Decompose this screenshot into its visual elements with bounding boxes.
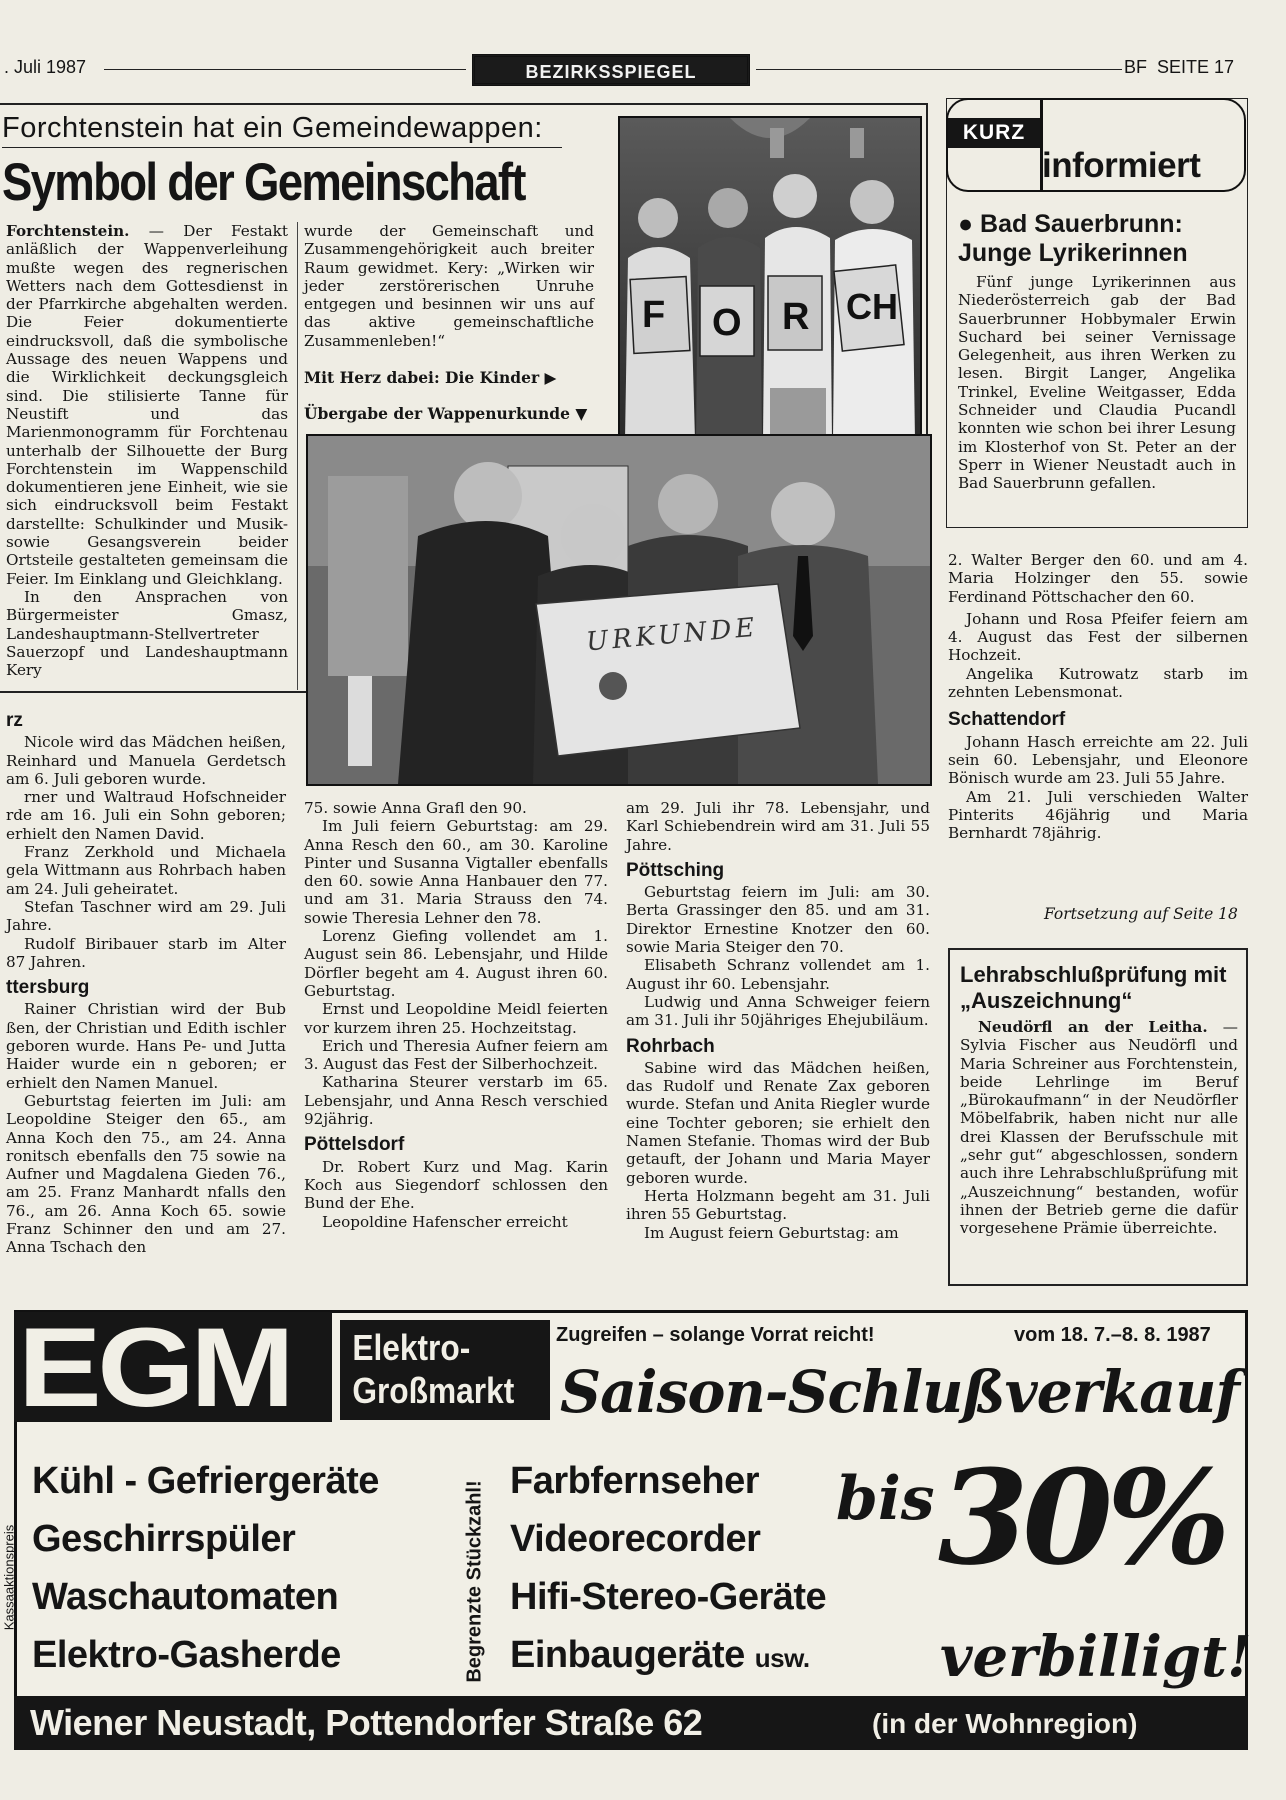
kurz-label: KURZ: [948, 118, 1040, 148]
kid-letter-r: R: [782, 296, 810, 338]
informiert-label: informiert: [1042, 146, 1201, 185]
article-col2: [304, 222, 594, 350]
mid1-p1: 75. sowie Anna Grafl den 90.: [304, 799, 527, 817]
ad-item-hifi: Hifi-Stereo-Geräte: [510, 1576, 827, 1618]
ad-vertical-note: Begrenzte Stückzahl!: [463, 1480, 486, 1683]
ad-item-herde: Elektro-Gasherde: [32, 1634, 341, 1676]
kurz-text: [958, 273, 1236, 493]
right-p1: 2. Walter Berger den 60. und am 4. Maria Holzinger den 55. sowie Ferdinand Pöttschacher den 60.: [948, 551, 1248, 606]
caption-urkunde: Übergabe der Wappenurkunde ▼: [304, 404, 588, 423]
mid1-p5: Erich und Theresia Aufner feiern am 3. August das Fest der Silberhochzeit.: [304, 1036, 608, 1074]
mid-column-1: [304, 799, 608, 1231]
sub-left-1: rz: [6, 710, 23, 731]
article-col1: [6, 222, 288, 679]
photo-urkunde: [306, 434, 932, 786]
col-divider: [297, 222, 298, 690]
ad-item-geschirr: Geschirrspüler: [32, 1518, 296, 1560]
article-col1-p1: Forchtenstein. — Der Festakt anläßlich der Wappenverleihung mußte wegen des regnerischen Wetters nach dem Gottesdienst in der Pfarrkirche abgehalten werden. Die Feier dokumentierte eindrucksvoll, daß die symbolische Aussage des neuen Wappens und die Wirklichkeit deckungsgleich sind. Die stilisierte Tanne für Neustift und das Marienmonogramm für Forchtenau unterhalb der Silhouette der Burg Forchtenstein im Wappenschild dokumentieren jene Einheit, wie sie sich eindrucksvoll beim Festakt darstellte: Schulkinder und Musik- sowie Gesangsverein beider Ortsteile gestalteten gemeinsam die Feier. Im Einklang und Gleichklang.: [6, 222, 288, 588]
ad-usw: usw.: [754, 1643, 810, 1673]
mid2-p3: Elisabeth Schranz vollendet am 1. August ihr 60. Lebensjahr.: [626, 956, 930, 993]
mid2-p4: Ludwig und Anna Schweiger feiern am 31. Juli ihr 50jähriges Ehejubiläum.: [626, 992, 930, 1030]
ad-left-items: [32, 1452, 379, 1684]
left-p7: Geburtstag feierten im Juli: am Leopoldine Steiger den 65., am Anna Koch den 75., am 24. Anna ronitsch ebenfalls den 75 sowie na Aufner und Magdalena Gieden 76., am 25. Franz Manhardt nfalls den 76., am 26. Anna Koch 65. sowie Franz Schinner den und am 27. Anna Tschach den: [6, 1091, 286, 1257]
ad-item-farb: Farbfernseher: [510, 1460, 760, 1502]
header-rule-right: [756, 69, 1122, 70]
egm-logo: [14, 1312, 332, 1422]
left-p3: Franz Zerkhold und Michaela gela Wittmann aus Rohrbach haben am 24. Juli geheiratet.: [6, 843, 286, 898]
photo-urkunde-image: [308, 436, 930, 784]
mid1-p3: Lorenz Giefing vollendet am 1. August sein 86. Lebensjahr, und Hilde Dörfler begeht am 4. August ihren 60. Geburtstag.: [304, 927, 608, 1000]
mid1-p6: Katharina Steurer verstarb im 65. Lebensjahr, und Anna Resch verschied 92jährig.: [304, 1073, 608, 1129]
ad-right-items: [510, 1452, 826, 1687]
left-p6: Rainer Christian wird der Bub ßen, der Christian und Edith ischler geboren wurde. Hans Pe- und Jutta Haider wurde ein n geboren; er erhielt den Namen Manuel.: [6, 1000, 286, 1092]
page-number: BF SEITE 17: [1124, 57, 1235, 77]
header-rule-left: [104, 69, 466, 70]
photo-children: [618, 116, 922, 442]
kid-letter-ch: CH: [846, 286, 898, 327]
kurz-text-p: Fünf junge Lyrikerinnen aus Niederösterreich gab der Bad Sauerbrunner Hobbymaler Erwin Suchard bei seiner Vernissage Gelegenheit, aus ihren Werken zu lesen. Birgit Langer, Angelika Trinkel, Eveline Weitgasser, Edda Schneider und Claudia Pucandl konnten wie schon bei ihrer Lesung im Klosterhof von St. Peter an der Sperr in Wiener Neustadt auch in Bad Sauerbrunn gefallen.: [958, 273, 1236, 493]
elektro-line1: Elektro-: [352, 1327, 471, 1368]
urkunde-document-title: URKUNDE: [585, 612, 760, 658]
header-date: . Juli 1987: [4, 57, 87, 77]
left-p4: Stefan Taschner wird am 29. Juli Jahre.: [6, 897, 286, 935]
right-p4: Johann Hasch erreichte am 22. Juli sein 60. Lebensjahr, und Eleonore Bönisch wurde am 23. Juli 55 Jahre.: [948, 732, 1248, 788]
mid1-p7: Dr. Robert Kurz und Mag. Karin Koch aus Siegendorf schlossen den Bund der Ehe.: [304, 1157, 608, 1213]
mid1-p4: Ernst und Leopoldine Meidl feierten vor kurzem ihren 25. Hochzeitstag.: [304, 1000, 608, 1037]
mid2-p1: am 29. Juli ihr 78. Lebensjahr, und Karl Schiebendrein wird am 31. Juli 55 Jahre.: [626, 799, 930, 854]
right-p3: Angelika Kutrowatz starb im zehnten Lebensmonat.: [948, 664, 1248, 702]
ad-item-video: Videorecorder: [510, 1518, 761, 1560]
ad-dates: vom 18. 7.–8. 8. 1987: [1014, 1324, 1211, 1346]
mid2-p6: Herta Holzmann begeht am 31. Juli ihren 55 Geburtstag.: [626, 1186, 930, 1224]
sub-poettsching: Pöttsching: [626, 859, 725, 881]
lehr-text: [960, 1018, 1238, 1238]
mid1-p2: Im Juli feiern Geburtstag: am 29. Anna Resch den 60., am 30. Karoline Pinter und Susanna Vigtaller ebenfalls den 60. sowie Anna Hanbauer den 77. und am 31. Maria Strauss den 74. sowie Theresia Lehner den 78.: [304, 817, 608, 927]
kurz-headline: ● Bad Sauerbrunn: Junge Lyrikerinnen: [958, 210, 1188, 267]
sub-left-2: ttersburg: [6, 977, 90, 999]
sub-rohrbach: Rohrbach: [626, 1035, 715, 1057]
ad-zugreifen: Zugreifen – solange Vorrat reicht!: [556, 1324, 875, 1346]
left-p2: rner und Waltraud Hofschneider rde am 16. Juli ein Sohn geboren; erhielt den Namen David.: [6, 788, 286, 843]
mid2-p2: Geburtstag feiern im Juli: am 30. Berta Grassinger den 85. und am 31. Direktor Ernestine Knotzer den 60. sowie Maria Steiger den 70.: [626, 883, 930, 957]
mid2-p7: Im August feiern Geburtstag: am: [644, 1223, 899, 1242]
kicker-underline: [2, 147, 562, 148]
ad-address-bar: [14, 1696, 1248, 1750]
ad-item-kuehl: Kühl - Gefriergeräte: [32, 1460, 379, 1502]
kid-letter-f: F: [642, 294, 666, 336]
left-lower-column: [6, 712, 286, 1257]
egm-logo-text: EGM: [18, 1312, 291, 1422]
mid1-p8: Leopoldine Hafenscher erreicht: [322, 1212, 568, 1231]
lehr-text-p: Neudörfl an der Leitha. — Sylvia Fischer aus Neudörfl und Maria Schreiner aus Forchtenstein, beide Lehrlinge im Beruf „Bürokaufmann“ in der Neudörfler Möbelfabrik, haben nicht nur alle drei Klassen der Berufsschule mit „sehr gut“ abgeschlossen, sondern auch ihre Lehrabschlußprüfung mit „Auszeichnung“ bestanden, wofür ihnen der Betrieb gerne die dafür vorgesehene Prämie überreichte.: [960, 1018, 1238, 1238]
col1-bottom-rule: [0, 691, 306, 693]
sub-schattendorf: Schattendorf: [948, 709, 1066, 731]
ad-side-vertical: Kassaaktionspreis: [1, 1524, 17, 1631]
mid-column-2: [626, 799, 930, 1242]
ad-item-wasch: Waschautomaten: [32, 1576, 339, 1618]
ad-address-note: (in der Wohnregion): [872, 1708, 1138, 1739]
elektro-block: [340, 1320, 550, 1420]
fortsetzung-link[interactable]: Fortsetzung auf Seite 18: [1044, 905, 1238, 923]
right-column: [948, 551, 1248, 842]
article-kicker: Forchtenstein hat ein Gemeindewappen:: [2, 112, 543, 144]
elektro-line2: Großmarkt: [352, 1370, 515, 1411]
article-headline: Symbol der Gemeinschaft: [2, 153, 525, 212]
caption-kids: Mit Herz dabei: Die Kinder ▶: [304, 368, 557, 387]
right-p5: Am 21. Juli verschieden Walter Pinterits 46jährig und Maria Bernhardt 78jährig.: [948, 787, 1248, 843]
article-col2-p1: wurde der Gemeinschaft und Zusammengehörigkeit auch breiter Raum gewidmet. Kery: „Wirken wir jeder zerstörerischen Unruhe entgegen und besinnen wir uns auf das aktive gemeinschaftliche Zusammenleben!“: [304, 222, 594, 350]
article-col1-p2: In den Ansprachen von Bürgermeister Gmasz, Landeshauptmann-Stellvertreter Sauerzopf und Landeshauptmann Kery: [6, 587, 288, 680]
right-p2: Johann und Rosa Pfeifer feiern am 4. August das Fest der silbernen Hochzeit.: [948, 609, 1248, 665]
sub-poettelsdorf: Pöttelsdorf: [304, 1134, 405, 1156]
ad-item-einbau: Einbaugeräte usw.: [510, 1634, 810, 1676]
ad-address: Wiener Neustadt, Pottendorfer Straße 62: [30, 1702, 703, 1743]
photo-children-image: [620, 118, 920, 440]
ad-bis: bis: [836, 1464, 935, 1534]
section-label: BEZIRKSSPIEGEL: [472, 54, 750, 86]
lehr-headline: Lehrabschlußprüfung mit „Auszeichnung“: [960, 962, 1227, 1013]
left-p5: Rudolf Biribauer starb im Alter 87 Jahren.: [6, 934, 286, 971]
left-p1: Nicole wird das Mädchen heißen, Reinhard und Manuela Gerdetsch am 6. Juli geboren wurde.: [6, 733, 286, 788]
ad-saison: Saison-Schlußverkauf: [560, 1358, 1239, 1426]
ad-verbilligt: verbilligt!: [940, 1624, 1252, 1690]
kid-letter-o: O: [712, 302, 742, 344]
mid2-p5: Sabine wird das Mädchen heißen, das Rudolf und Renate Zax geboren wurde. Stefan und Anita Riegler wurde eine Tochter geboren; sie erhielt den Namen Stefanie. Thomas wird der Bub getauft, der Johann und Maria Mayer geboren wurde.: [626, 1058, 930, 1187]
ad-percent: 30%: [938, 1441, 1225, 1594]
